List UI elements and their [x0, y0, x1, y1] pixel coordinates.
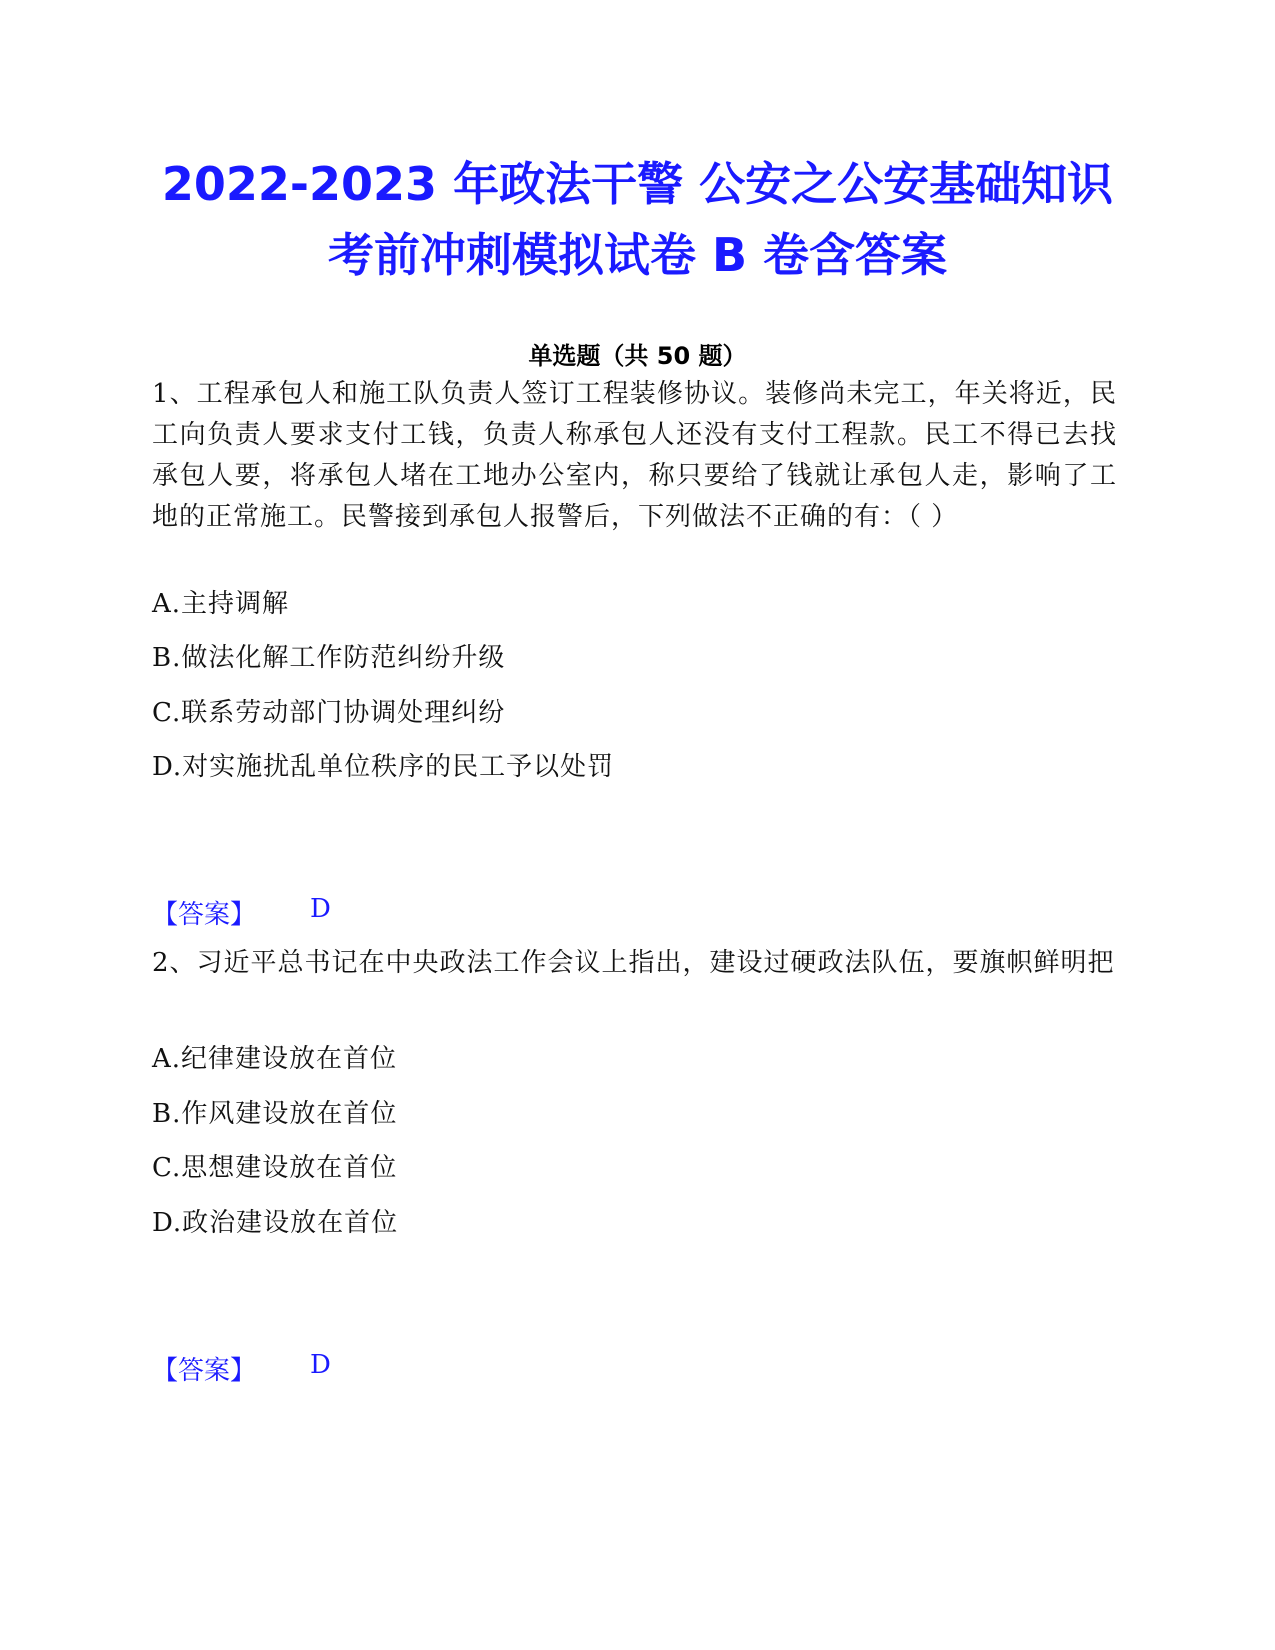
document-title-line-2: 考前冲刺模拟试卷 B 卷含答案 — [327, 228, 948, 282]
answer-label: 【答案】 — [152, 900, 257, 930]
question-2-option-b: B.作风建设放在首位 — [152, 1099, 398, 1129]
section-heading: 单选题（共 50 题） — [528, 342, 747, 370]
question-2-text: 2、习近平总书记在中央政法工作会议上指出，建设过硬政法队伍，要旗帜鲜明把 — [152, 948, 1115, 978]
answer-label: 【答案】 — [152, 1356, 257, 1386]
answer-value: D — [310, 894, 331, 924]
question-1-answer — [152, 894, 331, 931]
question-1-option-a: A.主持调解 — [152, 589, 290, 619]
question-1-option-b: B.做法化解工作防范纠纷升级 — [152, 643, 506, 673]
question-1-option-d: D.对实施扰乱单位秩序的民工予以处罚 — [152, 752, 615, 782]
question-2-option-d: D.政治建设放在首位 — [152, 1208, 399, 1238]
question-2-answer — [152, 1350, 331, 1387]
document-title-line-1: 2022-2023 年政法干警 公安之公安基础知识 — [161, 157, 1114, 211]
question-1-text: 1、工程承包人和施工队负责人签订工程装修协议。装修尚未完工，年关将近，民工向负责人要求支付工钱，负责人称承包人还没有支付工程款。民工不得已去找承包人要，将承包人堵在工地办公室内，称只要给了钱就让承包人走，影响了工地的正常施工。民警接到承包人报警后，下列做法不正确的有：（ ） — [152, 379, 1117, 532]
question-1-option-c: C.联系劳动部门协调处理纠纷 — [152, 698, 506, 728]
answer-value: D — [310, 1350, 331, 1380]
question-2-option-a: A.纪律建设放在首位 — [152, 1044, 398, 1074]
question-2-option-c: C.思想建设放在首位 — [152, 1153, 398, 1183]
